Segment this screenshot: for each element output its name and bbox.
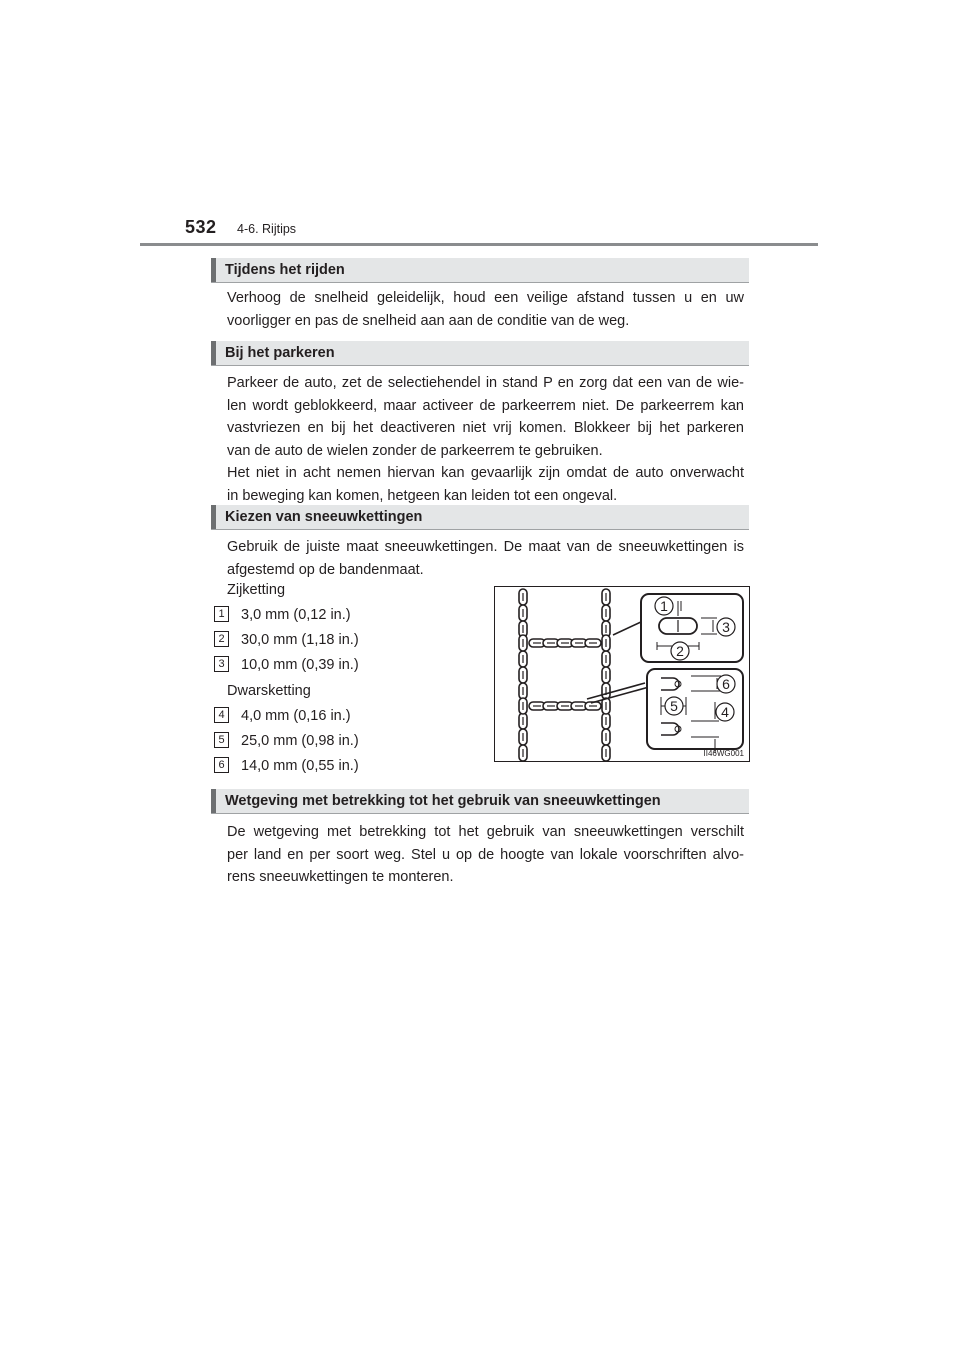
heading-wetgeving-sneeuwkettingen — [211, 789, 749, 814]
number-badge: 6 — [214, 757, 229, 773]
text-line: in beweging kan komen, hetgeen kan leiden tot een ongeval. — [227, 487, 618, 504]
list-item-value: 25,0 mm (0,98 in.) — [241, 733, 359, 749]
heading-bar — [211, 341, 216, 365]
list-item-value: 10,0 mm (0,39 in.) — [241, 657, 359, 673]
text-line: vastvriezen en bij het deactiveren niet vrij komen. Blokkeer bij het parkeren — [227, 420, 744, 436]
text-line: van de auto de wielen zonder de parkeerrem te gebruiken. — [227, 442, 603, 459]
svg-text:6: 6 — [722, 676, 730, 692]
section-breadcrumb: 4-6. Rijtips — [237, 222, 297, 236]
list-item-value: 3,0 mm (0,12 in.) — [241, 607, 351, 623]
text-line: voorligger en pas de snelheid aan aan de conditie van de weg. — [227, 312, 630, 329]
heading-tijdens-het-rijden — [211, 258, 749, 283]
text-line: Parkeer de auto, zet de selectiehendel in stand P en zorg dat een van de wie- — [227, 375, 744, 391]
text-line: afgestemd op de bandenmaat. — [227, 561, 424, 578]
list-item-side-2 — [214, 632, 359, 654]
list-item-side-1 — [214, 607, 351, 629]
number-badge: 1 — [214, 606, 229, 622]
callout-5 — [665, 697, 683, 715]
heading-kiezen-van-sneeuwkettingen — [211, 505, 749, 530]
heading-bij-het-parkeren — [211, 341, 749, 366]
heading-title: Wetgeving met betrekking tot het gebruik van sneeuwkettingen — [225, 793, 661, 809]
paragraph-wetgeving-sneeuwkettingen — [227, 821, 744, 889]
side-chain-label: Zijketting — [227, 582, 286, 598]
heading-title: Kiezen van sneeuwkettingen — [225, 509, 423, 525]
cross-chain-label: Dwarsketting — [227, 683, 311, 699]
vertical-chain-left — [519, 589, 527, 761]
text-line: De wetgeving met betrekking tot het gebruik van sneeuwkettingen verschilt — [227, 824, 744, 840]
callout-4 — [716, 703, 734, 721]
svg-text:5: 5 — [670, 698, 678, 714]
paragraph-kiezen-van-sneeuwkettingen — [227, 536, 744, 581]
list-item-cross-4 — [214, 708, 351, 730]
svg-text:1: 1 — [660, 598, 668, 614]
callout-1 — [655, 597, 673, 615]
number-badge: 2 — [214, 631, 229, 647]
text-line: Verhoog de snelheid geleidelijk, houd een veilige afstand tussen u en uw — [227, 290, 744, 306]
text-line: len wordt geblokkeerd, maar activeer de parkeerrem niet. De parkeerrem kan — [227, 397, 744, 414]
page-number: 532 — [185, 217, 217, 237]
number-badge: 3 — [214, 656, 229, 672]
cross-chain-bottom — [519, 698, 610, 714]
list-item-value: 4,0 mm (0,16 in.) — [241, 708, 351, 724]
header-divider — [140, 243, 818, 246]
snow-chain-diagram — [494, 586, 750, 762]
paragraph-tijdens-het-rijden — [227, 287, 744, 332]
list-item-value: 30,0 mm (1,18 in.) — [241, 632, 359, 648]
heading-title: Bij het parkeren — [225, 345, 335, 361]
svg-text:3: 3 — [722, 619, 730, 635]
vertical-chain-right — [602, 589, 610, 761]
text-line: per land en per soort weg. Stel u op de hoogte van lokale voorschriften alvo- — [227, 846, 744, 863]
svg-text:2: 2 — [676, 643, 684, 659]
list-item-value: 14,0 mm (0,55 in.) — [241, 758, 359, 774]
svg-text:4: 4 — [721, 704, 729, 720]
text-line: Gebruik de juiste maat sneeuwkettingen. De maat van de sneeuwkettingen is — [227, 539, 744, 555]
list-item-cross-5 — [214, 733, 359, 755]
callout-3 — [717, 618, 735, 636]
heading-bar — [211, 258, 216, 282]
text-line: rens sneeuwkettingen te monteren. — [227, 869, 454, 885]
list-item-side-3 — [214, 657, 359, 679]
number-badge: 4 — [214, 707, 229, 723]
heading-title: Tijdens het rijden — [225, 262, 345, 278]
callout-6 — [717, 675, 735, 693]
number-badge: 5 — [214, 732, 229, 748]
callout-2 — [671, 642, 689, 660]
heading-bar — [211, 505, 216, 529]
figure-code: II46WG001 — [703, 749, 744, 758]
snow-chain-illustration — [495, 587, 749, 761]
text-line: Het niet in acht nemen hiervan kan gevaarlijk zijn omdat de auto onverwacht — [227, 465, 744, 481]
heading-bar — [211, 789, 216, 813]
list-item-cross-6 — [214, 758, 359, 780]
paragraph-bij-het-parkeren — [227, 372, 744, 507]
cross-chain-top — [519, 635, 610, 651]
